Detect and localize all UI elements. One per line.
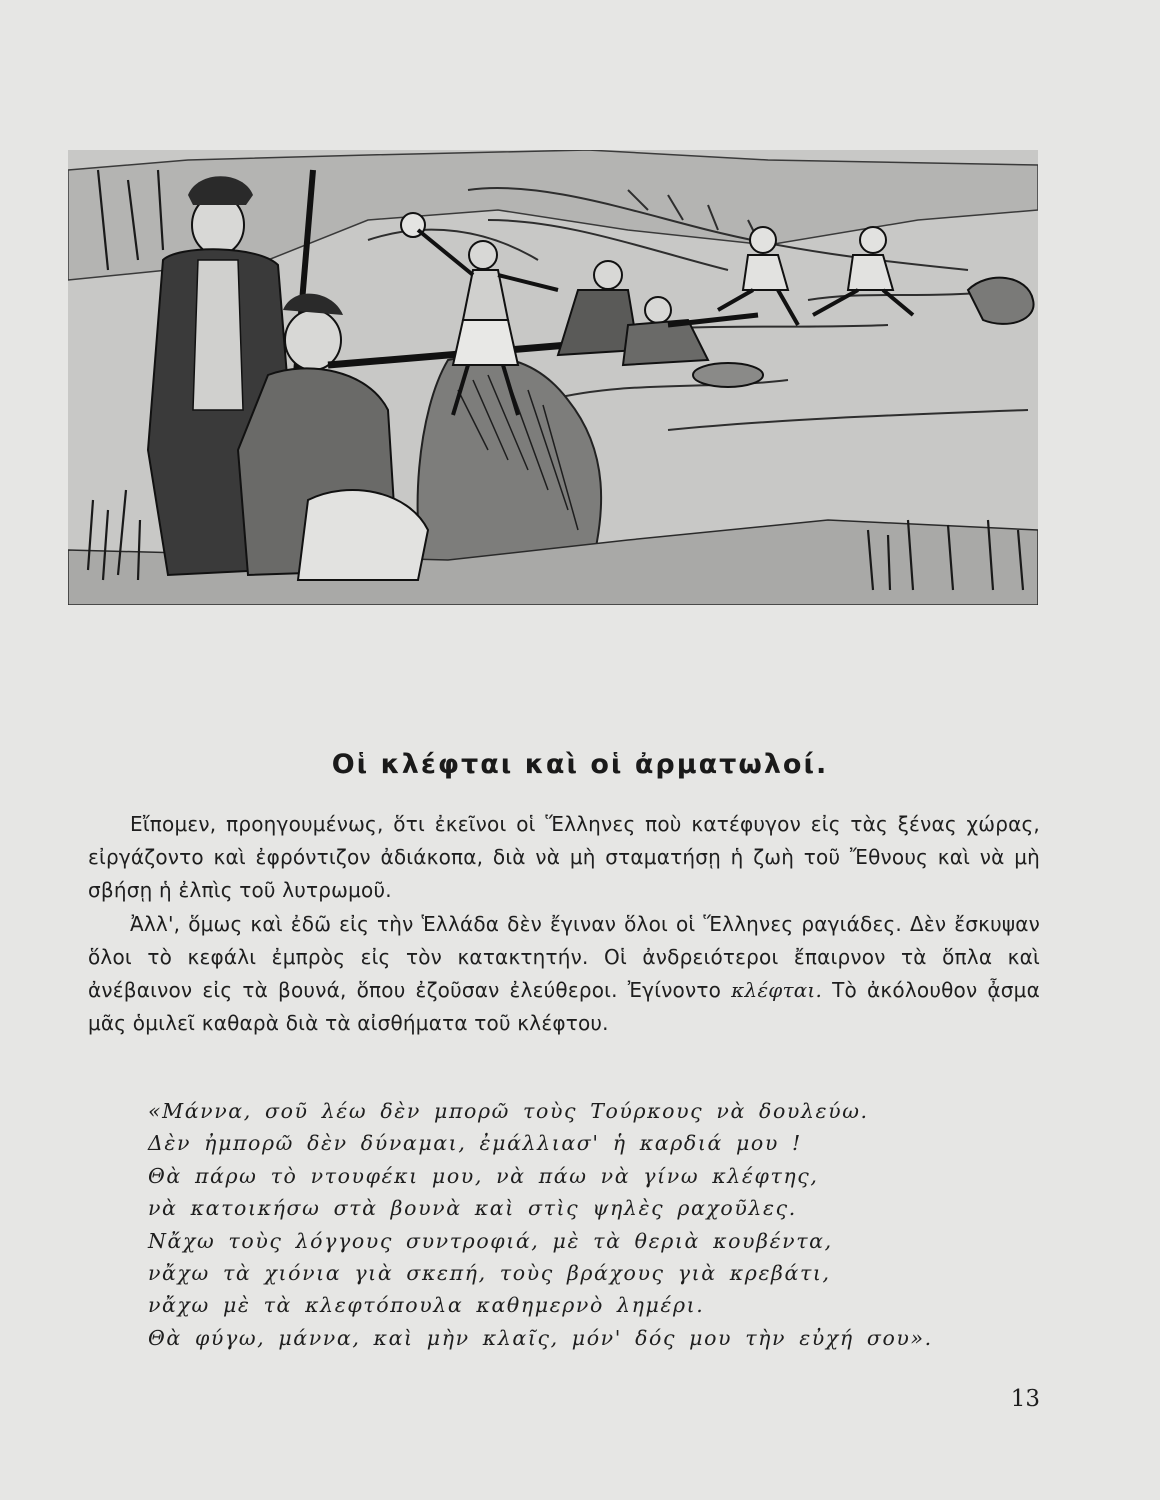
paragraph-2-text: Ἀλλ', ὅμως καὶ ἐδῶ εἰς τὴν Ἑλλάδα δὲν ἔγιναν ὅλοι οἱ Ἕλληνες ραγιάδες. Δὲν ἔσκυψαν ὅλοι τὸ κεφάλι ἐμπρὸς εἰς τὸν κατακτητήν. Οἱ ἀνδρειότεροι ἔπαιρνον τὰ ὅπλα καὶ ἀνέβαινον εἰς τὰ βουνά, ὅπου ἐζοῦσαν ἐλεύθεροι. Ἐγίνοντο (88, 911, 1040, 1003)
illustration-drawing (68, 150, 1038, 605)
poem-line: Θὰ φύγω, μάννα, καὶ μὴν κλαῖς, μόν' δός μου τὴν εὐχή σου». (148, 1325, 933, 1350)
page-number: 13 (1010, 1386, 1040, 1412)
poem-line: νἄχω τὰ χιόνια γιὰ σκεπή, τοὺς βράχους γιὰ κρεβάτι, (148, 1261, 831, 1286)
klephts-illustration (68, 150, 1038, 605)
paragraph-1: Εἴπομεν, προηγουμένως, ὅτι ἐκεῖνοι οἱ Ἕλληνες ποὺ κατέφυγον εἰς τὰς ξένας χώρας, εἰργάζοντο καὶ ἐφρόντιζον ἀδιάκοπα, διὰ νὰ μὴ σταματήσῃ ἡ ζωὴ τοῦ Ἔθνους καὶ νὰ μὴ σβήσῃ ἡ ἐλπὶς τοῦ λυτρωμοῦ. (88, 812, 1040, 903)
paragraph-2 (88, 908, 1040, 1041)
poem-line: Δὲν ἠμπορῶ δὲν δύναμαι, ἐμάλλιασ' ἡ καρδιά μου ! (148, 1131, 802, 1156)
paragraph-2-italic-word: κλέφται. (731, 978, 823, 1003)
chapter-title: Οἱ κλέφται καὶ οἱ ἀρματωλοί. (331, 749, 829, 781)
body-text (88, 808, 1040, 1040)
poem-line: Θὰ πάρω τὸ ντουφέκι μου, νὰ πάω νὰ γίνω κλέφτης, (148, 1163, 819, 1188)
paragraph-2-text-end: Τὸ ἀκόλουθον ᾆσμα μᾶς ὁμιλεῖ καθαρὰ διὰ τὰ αἰσθήματα τοῦ κλέφτου. (88, 978, 1040, 1036)
poem-line: νὰ κατοικήσω στὰ βουνὰ καὶ στὶς ψηλὲς ραχοῦλες. (148, 1196, 797, 1221)
poem-line: νἄχω μὲ τὰ κλεφτόπουλα καθημερνὸ λημέρι. (148, 1293, 705, 1318)
klepht-song-poem (148, 1095, 1028, 1354)
poem-line: «Μάννα, σοῦ λέω δὲν μπορῶ τοὺς Τούρκους νὰ δουλεύω. (148, 1099, 869, 1123)
poem-line: Νἄχω τοὺς λόγγους συντροφιά, μὲ τὰ θεριὰ κουβέντα, (148, 1228, 833, 1253)
